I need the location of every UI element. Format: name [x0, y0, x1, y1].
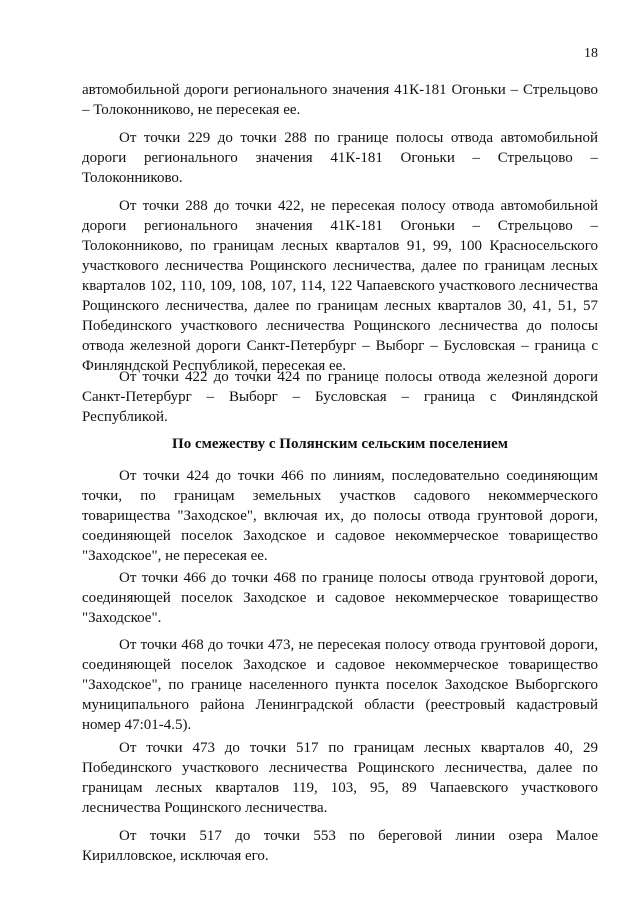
paragraph-288-422: От точки 288 до точки 422, не пересекая полосу отвода автомобильной дороги регионального значения 41К-181 Огоньки – Стрельцово – Толоконниково, по границам лесных кварталов 91, 99, 100 Красносельского участкового лесничества Рощинского лесничества, далее по границам лесных кварталов 102, 110, 109, 108, 107, 114, 122 Чапаевского участкового лесничества Рощинского лесничества, далее по границам лесных кварталов 30, 41, 51, 57 Побединского участкового лесничества Рощинского лесничества до полосы отвода железной дороги Санкт-Петербург – Выборг – Бусловская – граница с Финляндской Республикой, пересекая ее.	[82, 198, 598, 374]
paragraph-466-468: От точки 466 до точки 468 по границе полосы отвода грунтовой дороги, соединяющей поселок Заходское и садовое некоммерческое товарищество "Заходское".	[82, 570, 598, 626]
paragraph-424-466: От точки 424 до точки 466 по линиям, последовательно соединяющим точки, по границам земельных участков садового некоммерческого товарищества "Заходское", включая их, до полосы отвода грунтовой дороги, соединяющей поселок Заходское и садовое некоммерческое товарищество "Заходское", не пересекая ее.	[82, 468, 598, 564]
section-heading: По смежеству с Полянским сельским поселением	[172, 436, 508, 452]
paragraph-468-473: От точки 468 до точки 473, не пересекая полосу отвода грунтовой дороги, соединяющей поселок Заходское и садовое некоммерческое товарищество "Заходское", по границе населенного пункта поселок Заходское Выборгского муниципального района Ленинградской области (реестровый кадастровый номер 47:01-4.5).	[82, 637, 598, 733]
paragraph-229-288: От точки 229 до точки 288 по границе полосы отвода автомобильной дороги регионального значения 41К-181 Огоньки – Стрельцово – Толоконниково.	[82, 130, 598, 186]
paragraph-473-517: От точки 473 до точки 517 по границам лесных кварталов 40, 29 Побединского участкового лесничества Рощинского лесничества, далее по границам лесных кварталов 119, 103, 95, 89 Чапаевского участкового лесничества Рощинского лесничества.	[82, 740, 598, 816]
paragraph-422-424: От точки 422 до точки 424 по границе полосы отвода железной дороги Санкт-Петербург – Выборг – Бусловская – граница с Финляндской Республикой.	[82, 369, 598, 425]
paragraph-continuation: автомобильной дороги регионального значения 41К-181 Огоньки – Стрельцово – Толоконниково, не пересекая ее.	[82, 82, 598, 118]
page-number: 18	[584, 46, 598, 61]
paragraph-517-553: От точки 517 до точки 553 по береговой линии озера Малое Кирилловское, исключая его.	[82, 828, 598, 864]
